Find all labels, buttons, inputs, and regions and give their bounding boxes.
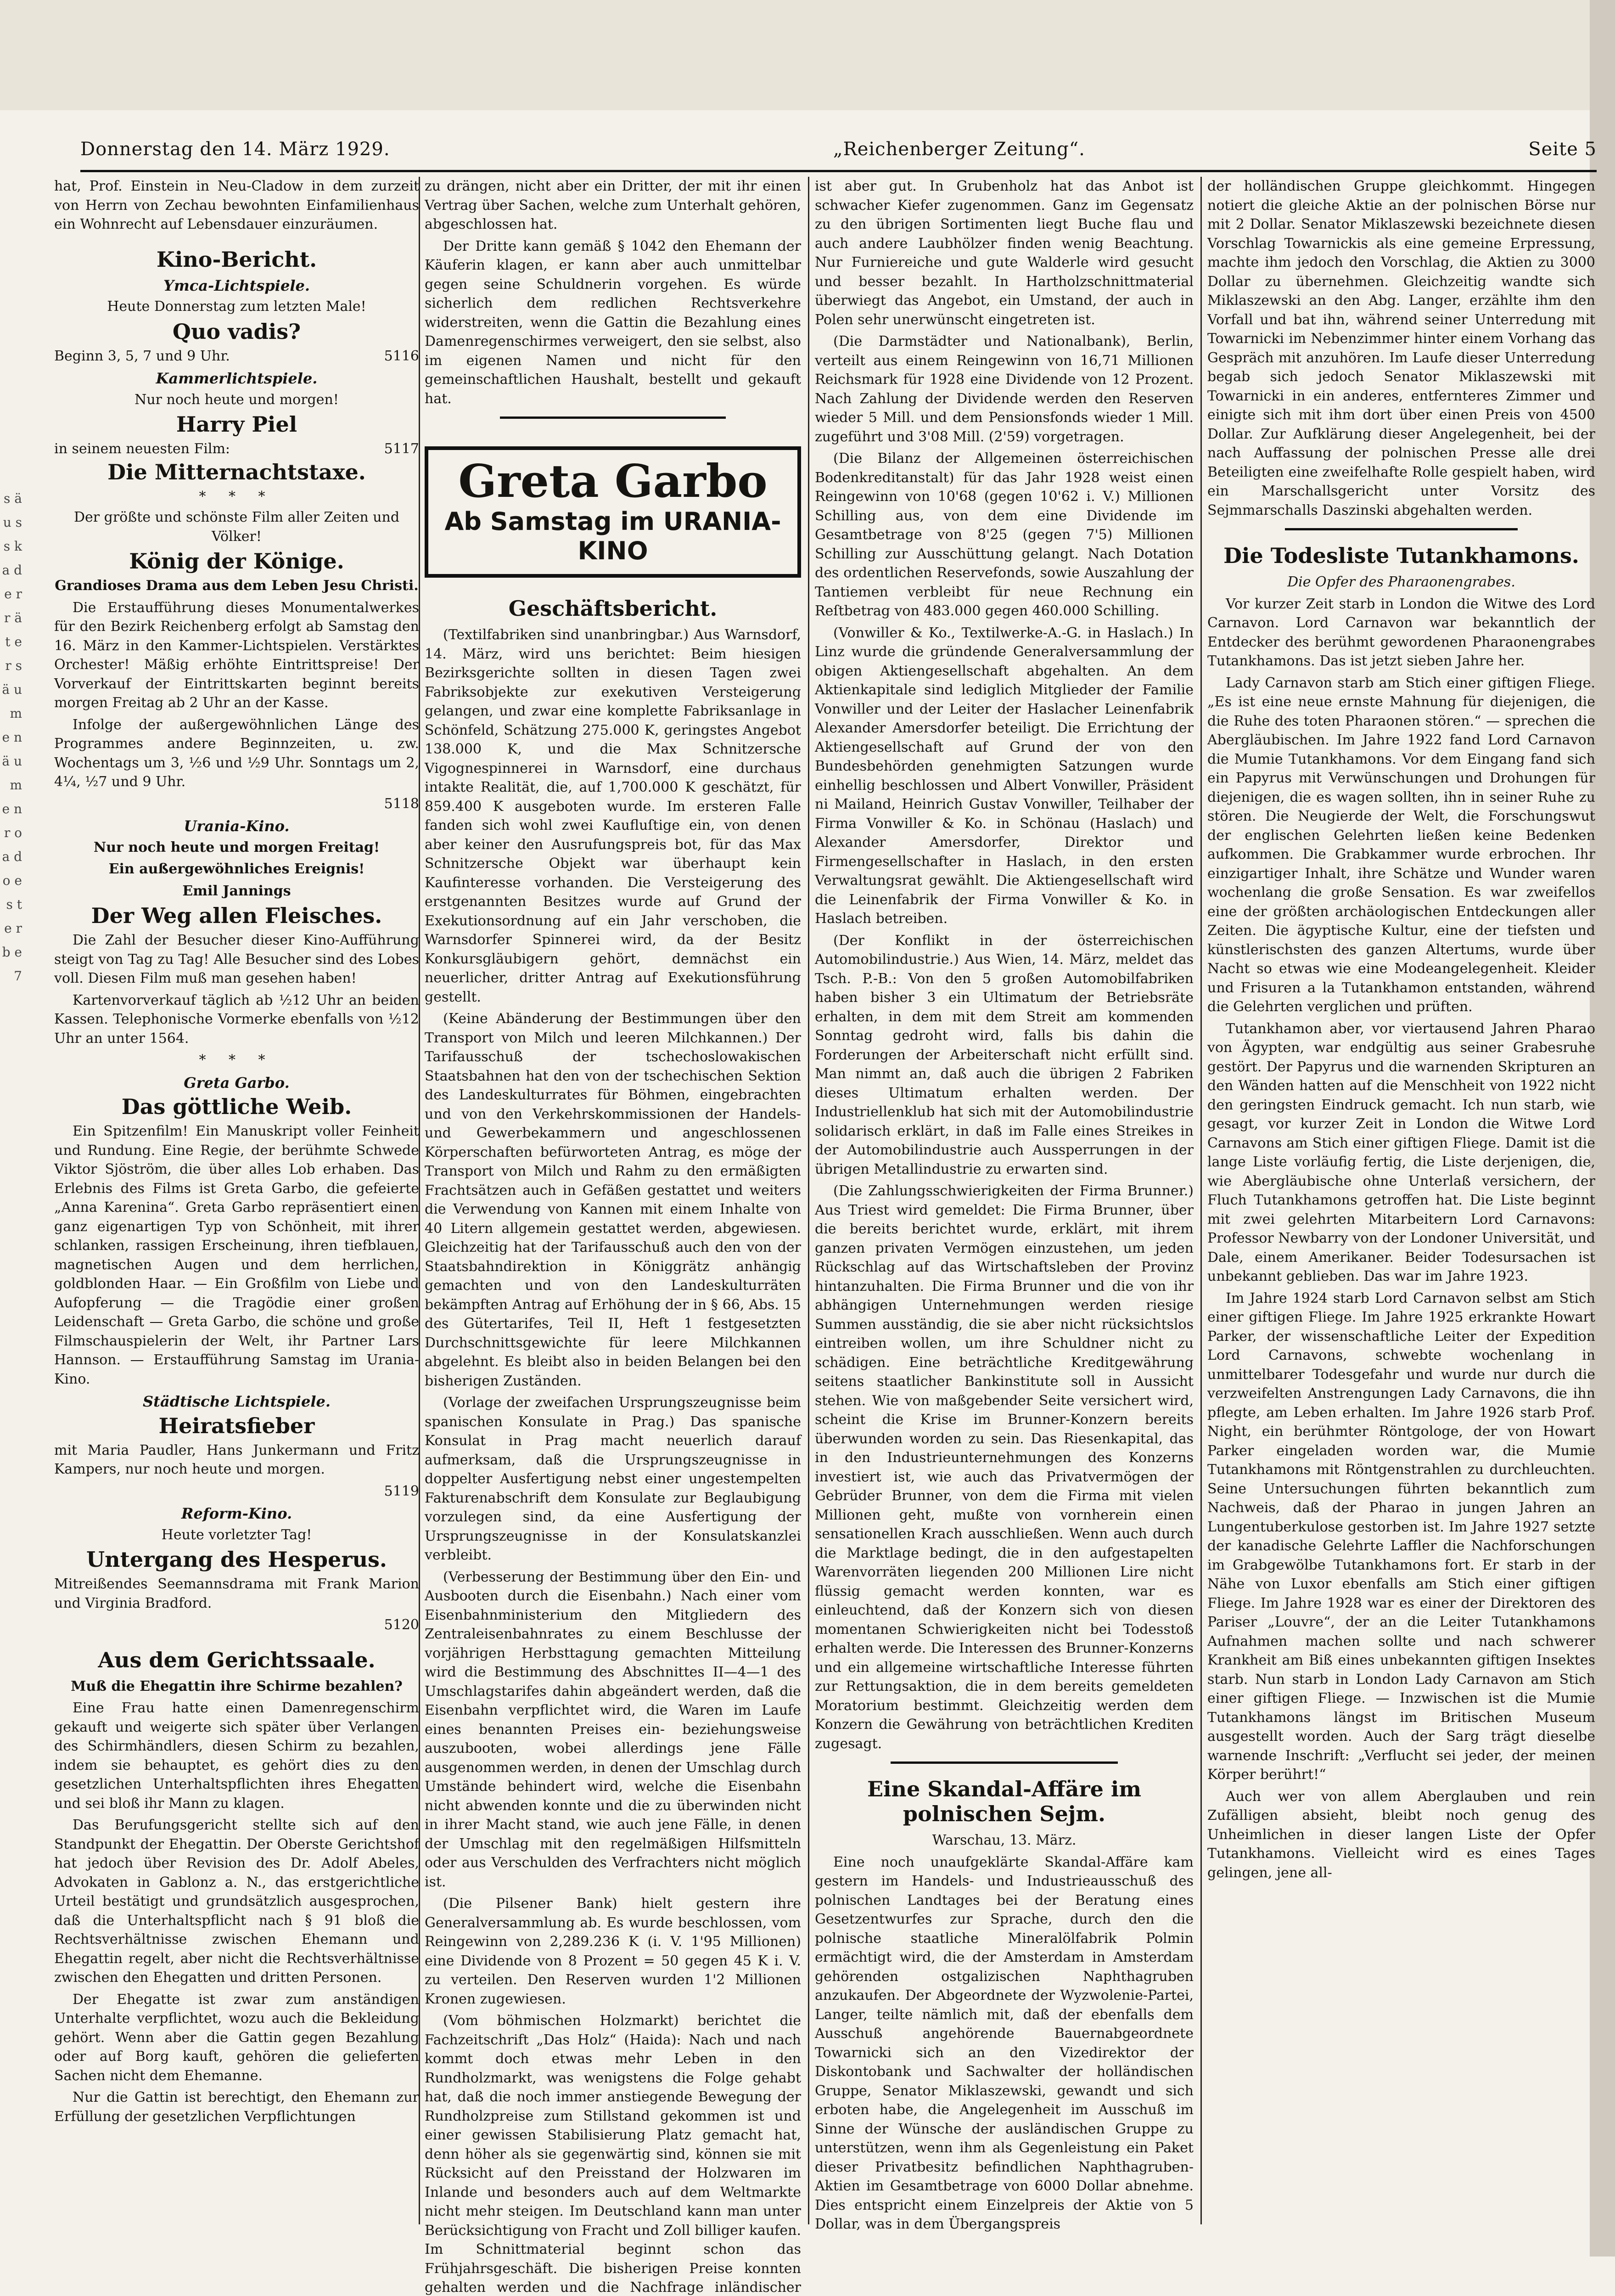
cinema-note: Heute vorletzter Tag! <box>161 1526 312 1543</box>
cinema-note: Nur noch heute und morgen Freitag! <box>93 839 380 855</box>
cinema-note: Heute Donnerstag zum letzten Male! <box>107 298 366 315</box>
business-item: (Vonwiller & Ko., Textilwerke-A.-G. in Haslach.) In Linz wurde die gründende Generalversammlung der obigen Aktiengesellschaft abgehalten. An dem Aktienkapitale sind lediglich Mitglieder der Familie Vonwiller und der Leiter der Haslacher Leinenfabrik Alexander Amersdorfer beteiligt. Die Errichtung der Aktiengesellschaft auf Grund der von den Bundesbehörden genehmigten Satzungen wurde einhellig beschlossen und Albert Vonwiller, Präsident ni Mailand, Heinrich Gustav Vonwiller, Teilhaber der Firma Vonwiller & Ko. in Schönau (Haslach) und Alexander Amersdorfer, Direktor und Firmengesellschafter in Haslach, in den ersten Verwaltungsrat gewählt. Die Aktiengesellschaft wird die Leinenfabrik der Firma Vonwiller & Ko. in Haslach betreiben. <box>815 625 1194 927</box>
article-paragraph: Der Ehegatte ist zwar zum anständigen Unterhalte verpflichtet, wozu auch die Bekleidung gehört. Wenn aber die Gattin gegen Bezahlung oder auf Borg kauft, gehören die gelieferten Sachen nicht dem Ehemanne. <box>54 1991 419 2084</box>
business-item: (Die Bilanz der Allgemeinen österreichischen Bodenkreditanstalt) für das Jahr 1928 weist einen Reingewinn von 10'68 (gegen 10'62 i. V.) Millionen Schilling aus, von dem eine Dividende im Gesamtbetrage von 8'25 (gegen 7'5) Millionen Schilling zur Ausschüttung gelangt. Nach Dotation des ordentlichen Reservefonds, sowie Auszahlung der Tantiemen verbleibt für neue Rechnung ein Reſtbetrag von 483.000 gegen 460.000 Schilling. <box>815 450 1194 619</box>
article-paragraph: Eine Frau hatte einen Damenregenschirm gekauft und weigerte sich später über Verlangen des Schirmhändlers, diesen Schirm zu bezahlen, indem sie behauptet, es gehört dies zu den gesetzlichen Unterhaltspflichten ihres Ehegatten und sei bloß ihr Mann zu klagen. <box>54 1700 419 1812</box>
greta-garbo-advertisement <box>425 446 801 578</box>
ad-number: 5119 <box>384 1483 419 1499</box>
cinema-note: Nur noch heute und morgen! <box>135 391 339 408</box>
business-item: (Die Darmstädter und Nationalbank), Berlin, verteilt aus einem Reingewinn von 16,71 Millionen Reichsmark für 1928 eine Dividende von 12 Prozent. Nach Zahlung der Dividende werden den Reserven wieder 5 Mill. und dem Pensionsfonds wieder 1 Mill. zugeführt und 3'08 Mill. (2'59) vorgetragen. <box>815 333 1194 445</box>
article-continuation: ist aber gut. In Grubenholz hat das Anbot ist schwacher Kiefer zugenommen. Ganz im Gegensatz zu den übrigen Sortimenten liegt Buche flau und auch andere Laubhölzer finden wenig Beachtung. Nur Furniereiche und gute Walderle wird gesucht und besser bezahlt. In Hartholzschnittmaterial überwiegt das Angebot, ein Umstand, der auch in Polen sehr unerwünscht eingetreten ist. <box>815 178 1194 328</box>
column-4 <box>1207 177 1595 2220</box>
article-paragraph: Nur die Gattin ist berechtigt, den Ehemann zur Erfüllung der gesetzlichen Verpflichtungen <box>54 2089 419 2125</box>
cinema-name: Urania-Kino. <box>184 817 290 835</box>
cinema-note: Ein außergewöhnliches Ereignis! <box>108 861 365 877</box>
film-title: König der Könige. <box>129 549 344 574</box>
ad-number-row <box>54 1615 419 1635</box>
ad-number: 5118 <box>384 795 419 812</box>
cinema-times-row <box>54 347 419 366</box>
business-item: (Die Zahlungsschwierigkeiten der Firma Brunner.) Aus Triest wird gemeldet: Die Firma Brunner, über die bereits berichtet wurde, erklärt, mit ihrem ganzen privaten Vermögen einzustehen, um jeden Rückschlag auf das Wirtschaftsleben der Provinz hintanzuhalten. Die Firma Brunner und die von ihr abhängigen Unternehmungen werden riesige Summen ausständig, die sie aber nicht rücksichtslos eintreiben wollen, um ihre Schuldner nicht zu schädigen. Eine beträchtliche Kreditgewährung seitens staatlicher Bankinstitute soll in Aussicht stehen. Wie von maßgebender Seite versichert wird, scheint die Krise im Brunner-Konzern bereits überwunden worden zu sein. Das Riesenkapital, das in den Industrieunternehmungen des Konzerns investiert ist, wie auch das Privatvermögen der Gebrüder Brunner, von dem die Firma mit vielen Millionen geht, mußte von vornherein einen sensationellen Krach ausschließen. Wenn auch durch die Marktlage bedingt, die in den aufgestapelten Warenvorräten liegenden 200 Millionen Lire nicht flüssig gemacht werden konnten, war es einleuchtend, daß der Konzern sich von diesen momentanen Schwierigkeiten nicht bei Todesstoß erhalten werde. Die Interessen des Brunner-Konzerns und ein allgemeine wirtschaftliche Interesse führten zur Rettungsaktion, die in dem bereits gemeldeten Moratorium bestimmt. Gleichzeitig werden dem Konzern die Gewährung von beträchtlichen Krediten zugesagt. <box>815 1183 1194 1752</box>
ad-number-row <box>54 794 419 814</box>
column-rule <box>1200 177 1202 2224</box>
cinema-note: in seinem neuesten Film: <box>54 441 230 457</box>
column-2 <box>425 177 801 2296</box>
cinema-name: Kammerlichtspiele. <box>156 370 318 387</box>
article-paragraph: Tutankhamon aber, vor viertausend Jahren Pharao von Ägypten, war endgültig aus seiner Grabesruhe gestört. Der Papyrus und die warnenden Skripturen an den Wänden hatten auf die Menschheit von 1922 nicht den geringsten Eindruck gemacht. Ich nun starb, wie gesagt, vor kurzer Zeit in London die Witwe Lord Carnavons am Stich einer giftigen Fliege. Damit ist die lange Liste vorläufig fertig, die Liste derjenigen, die, wie Abergläubische ohne Unterlaß versichern, der Fluch Tutankhamons getroffen hat. Die Liste beginnt mit zwei gelehrten Mitarbeitern Lord Carnavons: Professor Newbarry von der Londoner Universität, und Dale, einem Amerikaner. Beider Todesursachen ist unbekannt geblieben. Das war im Jahre 1923. <box>1207 1020 1595 1284</box>
ad-subline: Ab Samstag im URANIA-KINO <box>444 507 781 565</box>
film-description: Die Zahl der Besucher dieser Kino-Aufführung steigt von Tag zu Tag! Alle Besucher sind des Lobes voll. Diesen Film muß man gesehen haben! <box>54 932 419 986</box>
article-paragraph: Eine noch unaufgeklärte Skandal-Affäre kam gestern im Handels- und Industrieausschuß des polnischen Landtages bei der Beratung eines Gesetzentwurfes zur Sprache, durch den die polnische staatliche Mineralölfabrik Polmin ermächtigt wird, die der Amsterdam in Amsterdam gehörenden ostgalizischen Naphthagruben anzukaufen. Der Abgeordnete der Wyzwolenie-Partei, Langer, teilte nämlich mit, daß der ebenfalls dem Ausschuß angehörende Bauernabgeordnete Towarnicki sich an den Vizedirektor der Diskontobank und Sachwalter der holländischen Gruppe, Senator Miklaszewski, gewandt und sich erboten habe, die Angelegenheit im Ausschuß im Sinne der Wünsche der ausländischen Gruppe zu unterstützen, wenn ihm als Gegenleistung ein Paket dieser Privatbesitz befindlichen Naphthagruben-Aktien im Gesamtbetrage von 6000 Dollar abnehme. Dies entspricht einem Einzelpreis der Aktie von 5 Dollar, was in dem Übergangspreis <box>815 1854 1194 2232</box>
business-item: (Der Konflikt in der österreichischen Automobilindustrie.) Aus Wien, 14. März, meldet das Tsch. P.-B.: Von den 5 großen Automobilfabriken haben bisher 3 ein Ultimatum der Betriebsräte erhalten, in dem mit dem Streit am kommenden Sonntag gedroht wird, falls bis dahin die Forderungen der Arbeiterschaft nicht erfüllt sind. Man nimmt an, daß auch die übrigen 2 Fabriken dieses Ultimatum erhalten werden. Der Industriellenklub hat sich mit der Automobilindustrie solidarisch erklärt, in daß im Falle eines Streikes in der Automobilindustrie auch Aussperrungen in der übrigen Metallindustrie zu erwarten sind. <box>815 932 1194 1177</box>
left-margin-fragment: s ä u s s k a d e r r ä t e r s ä u m e n ä u m e n r o a d o e s t e r b e 7 <box>2 491 22 984</box>
film-title: Das göttliche Weib. <box>121 1094 352 1119</box>
film-subtitle: Grandioses Drama aus dem Leben Jesu Christi. <box>55 578 419 594</box>
section-heading-gericht: Aus dem Gerichtssaale. <box>98 1647 376 1672</box>
article-continuation: hat, Prof. Einstein in Neu-Cladow in dem zurzeit von Herrn von Zechau bewohnten Einfamilienhaus ein Wohnrecht auf Lebensdauer einzuräumen. <box>54 178 419 232</box>
film-title: Untergang des Hesperus. <box>86 1547 387 1572</box>
issue-date: Donnerstag den 14. März 1929. <box>80 139 390 160</box>
column-rule <box>808 177 809 2224</box>
article-headline-skandal: Eine Skandal-Affäre im polnischen Sejm. <box>867 1777 1142 1826</box>
separator-stars: * * * <box>199 1052 275 1068</box>
article-continuation: zu drängen, nicht aber ein Dritter, der mit ihr einen Vertrag über Sachen, welche zum Unterhalt gehören, abgeschlossen hat. <box>425 178 801 232</box>
divider <box>500 416 726 419</box>
business-item: (Die Pilsener Bank) hielt gestern ihre Generalversammlung ab. Es wurde beschlossen, vom Reingewinn von 2,289.236 K (i. V. 1'95 Millionen) eine Dividende von 8 Prozent = 50 gegen 45 K i. V. zu verteilen. Den Reserven wurden 1'2 Millionen Kronen zugewiesen. <box>425 1896 801 2007</box>
section-heading-geschaeft: Geschäftsbericht. <box>508 596 718 621</box>
film-description: Mitreißendes Seemannsdrama mit Frank Marion und Virginia Bradford. <box>54 1576 419 1611</box>
dateline: Warschau, 13. März. <box>932 1832 1077 1848</box>
newspaper-title: „Reichenberger Zeitung“. <box>833 139 1085 160</box>
cinema-times: Beginn 3, 5, 7 und 9 Uhr. <box>54 348 230 364</box>
cinema-name: Ymca-Lichtspiele. <box>163 276 310 294</box>
ad-headline: Greta Garbo <box>458 455 768 508</box>
section-heading-kino: Kino-Bericht. <box>156 247 317 272</box>
article-subheadline: Die Opfer des Pharaonengrabes. <box>1287 574 1515 590</box>
film-title: Die Mitternachtstaxe. <box>107 459 366 484</box>
business-item: (Verbesserung der Bestimmung über den Ein- und Ausbooten durch die Eisenbahn.) Nach einer vom Eisenbahnministerium den Mitgliedern des Zentraleisenbahnrates zu einem Beschlusse der vorjährigen Herbsttagung gemachten Mitteilung wird die Bestimmung des Abschnittes II—4—1 des Umschlagstarifes dahin abgeändert werden, daß die Eisenbahn verpflichtet wird, die Waren im Laufe eines benannten Preises ein- beziehungsweise auszubooten, wobei allerdings jene Fälle ausgenommen werden, in denen der Umschlag durch Umstände behindert wird, welche die Eisenbahn nicht abwenden konnte und die zu überwinden nicht in ihrer Macht stand, wie auch jene Fälle, in denen der Umschlag mit den regelmäßigen Hilfsmitteln oder aus Verschulden des Verfrachters nicht möglich ist. <box>425 1569 801 1890</box>
film-star: Harry Piel <box>176 412 297 437</box>
film-title: Quo vadis? <box>172 319 301 344</box>
film-description: Ein Spitzenfilm! Ein Manuskript voller Feinheit und Rundung. Eine Regie, der berühmte Schwede Viktor Sjöström, die über alles Lob erhaben. Das Erlebnis des Films ist Greta Garbo, die gefeierte „Anna Karenina“. Greta Garbo repräsentiert einen ganz eigenartigen Typ von Schönheit, mit ihrer schlanken, rassigen Erscheinung, ihren tiefblauen, magnetischen Augen und dem herrlichen, goldblonden Haar. — Ein Großfilm von Liebe und Aufopferung — die Tragödie einer großen Leidenschaft — Greta Garbo, die schöne und große Filmschauspielerin der Welt, ihr Partner Lars Hannson. — Erstaufführung Samstag im Urania-Kino. <box>54 1123 419 1387</box>
cinema-name: Städtische Lichtspiele. <box>143 1393 331 1410</box>
business-item: (Textilfabriken sind unanbringbar.) Aus Warnsdorf, 14. März, wird uns berichtet: Beim hiesigen Bezirksgerichte sollten in diesen Tagen zwei Fabriksobjekte zur exekutiven Versteigerung gelangen, und zwar eine komplette Fabriksanlage in Schönfeld, Schätzung 275.000 K, geringstes Angebot 138.000 K, und die Max Schnitzersche Vigognespinnerei in Warnsdorf, eine durchaus intakte Realität, die, auf 1,700.000 K geschätzt, für 859.400 K ausgeboten wurde. Im ersteren Falle fanden sich wohl zwei Kaufluſtige ein, von denen aber keiner den Ausrufungspreis bot, für das Max Schnitzersche Objekt war überhaupt kein Kaufinteresse vorhanden. Die Versteigerung des erstgenannten Besitzes wurde auf Grund der Exekutionsordnung auf ein Jahr verschoben, die Warnsdorfer Spinnerei wird, da der Besitz Konkursgläubigern gehört, demnächst ein neuerlicher, dritter Antrag auf Exekutionsführung gestellt. <box>425 627 801 1005</box>
divider <box>891 1761 1118 1764</box>
top-margin-band <box>0 0 1615 110</box>
film-star: Emil Jannings <box>182 883 291 899</box>
film-description: mit Maria Paudler, Hans Junkermann und Fritz Kampers, nur noch heute und morgen. <box>54 1442 419 1477</box>
page-number: Seite 5 <box>1528 139 1597 160</box>
ad-number: 5120 <box>384 1617 419 1633</box>
cinema-times-row <box>54 439 419 459</box>
ad-number: 5116 <box>384 348 419 364</box>
film-star: Greta Garbo. <box>184 1074 290 1092</box>
article-headline-tutankhamon: Die Todesliste Tutankhamons. <box>1223 543 1579 568</box>
article-continuation: der holländischen Gruppe gleichkommt. Hingegen notiert die gleiche Aktie an der polnischen Börse nur mit 2 Dollar. Senator Miklaszewski bezeichnete diesen Vorschlag Towarnickis als eine gemeine Erpressung, machte ihm jedoch den Vorschlag, die Aktien zu 3000 Dollar zu übernehmen. Gleichzeitig wandte sich Miklaszewski an den Abg. Langer, erzählte ihm den Vorfall und bat ihn, während seiner Unterredung mit Towarnicki im Nebenzimmer hinter einem Vorhang das Gespräch mit anzuhören. Im Laufe dieser Unterredung begab sich jedoch Senator Miklaszewski mit Towarnicki in ein anderes, entfernteres Zimmer und einigte sich mit ihm dort über einen Preis von 4500 Dollar. Zur Aufklärung dieser Angelegenheit, bei der nach Auffassung der polnischen Presse alle drei Beteiligten eine zweifelhafte Rolle gespielt haben, wird ein Marschallsgericht unter Vorsitz des Sejmmarschalls Daszinski abgehalten werden. <box>1207 178 1595 518</box>
article-headline: Muß die Ehegattin ihre Schirme bezahlen? <box>71 1678 403 1694</box>
article-paragraph: Lady Carnavon starb am Stich einer giftigen Fliege. „Es ist eine neue ernste Mahnung für diejenigen, die die Ruhe des toten Pharaonen stören.“ — sprechen die Abergläubischen. Im Jahre 1922 fand Lord Carnavon die Mumie Tutankhamons. Vor dem Eingang fand sich ein Papyrus mit Verwünschungen und Drohungen für diejenigen, die es wagen sollten, ihn in seiner Ruhe zu stören. Die Neugierde der Welt, die Forschungswut der englischen Gelehrten ließen keine Bedenken aufkommen. Die Grabkammer wurde erbrochen. Ihr einzigartiger Inhalt, ihre Schätze und Wunder waren wochenlang die große Sensation. Es war zweifellos eine der größten archäologischen Entdeckungen aller Zeiten. Die ägyptische Kultur, eine der tiefsten und künstlerischsten des ganzen Altertums, wurde über Nacht so etwas wie eine Modeangelegenheit. Kleider und Frisuren a la Tutankhamon entstanden, während die Gelehrten verglichen und prüften. <box>1207 675 1595 1015</box>
column-3 <box>815 177 1194 2232</box>
page-header <box>80 129 1597 172</box>
film-title: Heiratsfieber <box>158 1413 315 1438</box>
article-paragraph: Das Berufungsgericht stellte sich auf den Standpunkt der Ehegattin. Der Oberste Gerichtshof hat jedoch über Revision des Dr. Adolf Abeles, Advokaten in Gablonz a. N., das erstgerichtliche Urteil bestätigt und grundsätzlich ausgesprochen, daß die Unterhaltspflicht nach § 91 bloß die Rechtsverhältnisse zwischen Ehemann und Ehegattin regelt, aber nicht die Rechtsverhältnisse zwischen den Ehegatten und dritten Personen. <box>54 1817 419 1986</box>
column-1 <box>54 177 419 2220</box>
separator-stars: * * * <box>199 488 275 505</box>
article-paragraph: Vor kurzer Zeit starb in London die Witwe des Lord Carnavon. Lord Carnavon war bekanntlich der Entdecker des berühmt gewordenen Pharaonengrabes Tutankhamons. Das ist jetzt sieben Jahre her. <box>1207 596 1595 669</box>
business-item: (Vorlage der zweifachen Ursprungszeugnisse beim spanischen Konsulate in Prag.) Das spanische Konsulat in Prag macht neuerlich darauf aufmerksam, daß die Ursprungszeugnisse in doppelter Ausfertigung nebst einer ungestempelten Fakturenabschrift dem Konsulate zur Beglaubigung vorzulegen sind, da eine Ausfertigung der Ursprungszeugnisse in der Konsulatskanzlei verbleibt. <box>425 1395 801 1563</box>
business-item: (Keine Abänderung der Bestimmungen über den Transport von Milch und leeren Milchkannen.) Der Tarifausschuß der tschechoslowakischen Staatsbahnen hat den von der tschechischen Sektion des Landeskulturrates für Böhmen, eingebrachten und von den Verkehrskommissionen der Handels- und Gewerbekammern und angeschlossenen Körperschaften befürworteten Antrag, es möge der Transport von Milch und Rahm zu den ermäßigten Frachtsätzen auch in Gefäßen gestattet und weiters die Verwendung von Kannen mit einem Inhalte von 40 Litern allgemein gestattet werden, abgewiesen. Gleichzeitig hat der Tarifausschuß auch den von der Staatsbahndirektion in Königgrätz anhängig gemachten und von den Landeskulturräten bekämpften Antrag auf Erhöhung der in § 66, Abs. 15 des Gütertarifes, Teil II, Heft 1 festgesetzten Durchschnittsgewichte für leere Milchkannen abgelehnt. Es bleibt also in beiden Belangen bei den bisherigen Zuständen. <box>425 1011 801 1389</box>
business-item: (Vom böhmischen Holzmarkt) berichtet die Fachzeitschrift „Das Holz“ (Haida): Nach und nach kommt doch etwas mehr Leben in den Rundholzmarkt, was wenigstens die Folge gehabt hat, daß die noch immer anstiegende Bewegung der Rundholzpreise zum Stillstand gekommen ist und einer gewissen Stabilisierung Platz gemacht hat, denn höher als sie gegenwärtig sind, können sie mit Rücksicht auf den Preisstand der Holzwaren im Inlande und besonders auch auf dem Weltmarkte nicht mehr steigen. Im Deutschland kann man unter Berücksichtigung von Fracht und Zoll billiger kaufen. Im Schnittmaterial beginnt schon das Frühjahrsgeschäft. Die bisherigen Preise konnten gehalten werden und die Nachfrage inländischer <box>425 2013 801 2296</box>
article-paragraph: Im Jahre 1924 starb Lord Carnavon selbst am Stich einer giftigen Fliege. Im Jahre 1925 erkrankte Howart Parker, der wissenschaftliche Leiter der Expedition Lord Carnavons, schwebte wochenlang in unmittelbarer Todesgefahr und wurde nur durch die verzweifelten Anstrengungen Lady Carnavons, die ihn pflegte, am Leben erhalten. Im Jahre 1926 starb Prof. Night, ein berühmter Röntgologe, der von Howart Parker eingeladen worden war, die Mumie Tutankhamons mit Röntgenstrahlen zu durchleuchten. Seine Untersuchungen führten bekanntlich zum Nachweis, daß der Pharao in jungen Jahren an Lungentuberkulose gestorben ist. Im Jahre 1927 setzte der kanadische Gelehrte Laffler die Nachforschungen im Grabgewölbe Tutankhamons fort. Er starb in der Nähe von Luxor ebenfalls am Stich einer giftigen Fliege. Im Jahre 1928 war es einer der Direktoren des Pariser „Louvre“, der an die Leiter Tutankhamons Aufnahmen machen sollte und nach schwerer Krankheit am Biß eines unbekannten giftigen Insektes starb. Nun starb in London Lady Carnavon am Stich einer giftigen Fliege. — Inzwischen ist die Mumie Tutankhamons längst im Britischen Museum ausgestellt worden. Auch der Sarg trägt dieselbe warnende Inschrift: „Verflucht sei jeder, der meinen Körper berührt!“ <box>1207 1290 1595 1783</box>
film-title: Der Weg allen Fleisches. <box>91 903 382 928</box>
ad-number: 5117 <box>384 441 419 457</box>
cinema-name: Reform-Kino. <box>181 1505 292 1522</box>
film-tagline: Der größte und schönste Film aller Zeiten und Völker! <box>73 509 400 545</box>
divider <box>1285 528 1518 530</box>
film-description: Infolge der außergewöhnlichen Länge des Programmes andere Beginnzeiten, u. zw. Wochentags um 3, ½6 und ½9 Uhr. Sonntags um 2, 4¼, ½7 und 9 Uhr. <box>54 716 419 790</box>
film-description: Die Erstaufführung dieses Monumentalwerkes für den Bezirk Reichenberg erfolgt ab Samstag den 16. März in den Kammer-Lichtspielen. Verstärktes Orchester! Mäßig erhöhte Eintrittspreise! Der Vorverkauf der Eintrittskarten beginnt bereits morgen Freitag ab 2 Uhr an der Kasse. <box>54 599 419 711</box>
article-paragraph: Der Dritte kann gemäß § 1042 den Ehemann der Käuferin klagen, er kann aber auch unmittelbar gegen seine Schuldnerin vorgehen. Es würde sicherlich dem redlichen Rechtsverkehre widerstreiten, wenn die Gattin die Bezahlung eines Damenregenschirmes verweigert, den sie selbst, also im eigenen Namen und nicht für den gemeinschaftlichen Haushalt, bestellt und gekauft hat. <box>425 238 801 407</box>
article-paragraph: Auch wer von allem Aberglauben und rein Zufälligen absieht, bleibt noch genug des Unheimlichen in dieser langen Liste der Opfer Tutankhamons. Vielleicht wird es eines Tages gelingen, jene all- <box>1207 1788 1595 1881</box>
film-description: Kartenvorverkauf täglich ab ½12 Uhr an beiden Kassen. Telephonische Vormerke ebenfalls von ½12 Uhr an unter 1564. <box>54 992 419 1047</box>
ad-number-row <box>54 1482 419 1501</box>
